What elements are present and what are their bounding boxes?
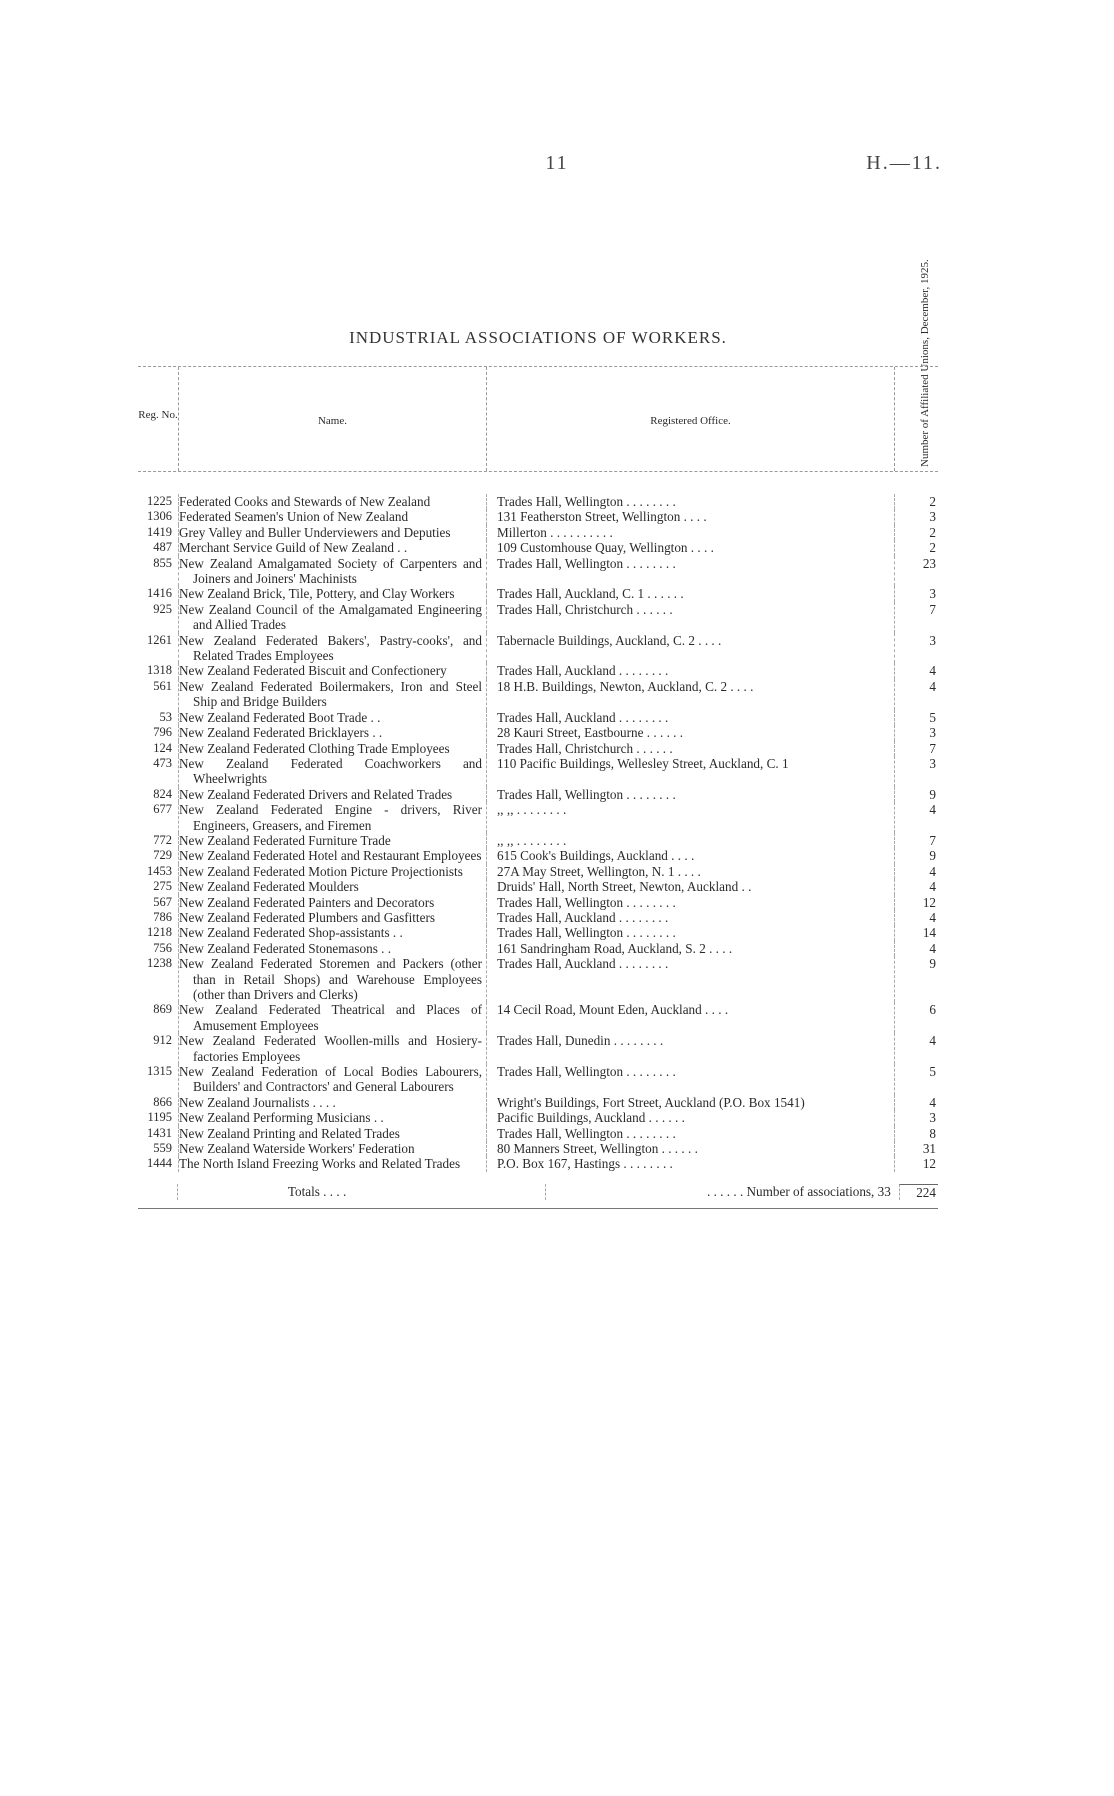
reg-no-cell: 124 — [153, 740, 172, 755]
office-cell: Trades Hall, Wellington . . . . . . . . — [486, 925, 894, 940]
office-cell: 18 H.B. Buildings, Newton, Auckland, C. 2 . . . . — [486, 679, 894, 710]
office-cell: Millerton . . . . . . . . . . — [486, 525, 894, 540]
unions-cell: 5 — [894, 1064, 938, 1095]
office-cell: Tabernacle Buildings, Auckland, C. 2 . . . . — [486, 633, 894, 664]
name-cell: Federated Cooks and Stewards of New Zealand — [178, 494, 486, 509]
reg-no-cell: 772 — [153, 832, 172, 847]
name-cell: New Zealand Waterside Workers' Federation — [178, 1141, 486, 1156]
header-name: Name. — [178, 367, 486, 471]
name-cell: New Zealand Performing Musicians . . — [178, 1110, 486, 1125]
table-row — [138, 1141, 938, 1156]
name-cell: New Zealand Federated Theatrical and Places of Amusement Employees — [178, 1002, 486, 1033]
unions-cell: 3 — [894, 633, 938, 664]
name-cell: New Zealand Brick, Tile, Pottery, and Clay Workers — [178, 586, 486, 601]
unions-cell: 7 — [894, 833, 938, 848]
name-cell: New Zealand Federated Engine - drivers, River Engineers, Greasers, and Firemen — [178, 802, 486, 833]
header-affiliated-unions-label: Number of Affiliated Unions, December, 1925. — [919, 259, 931, 467]
reg-no-cell: 275 — [153, 879, 172, 894]
unions-cell: 12 — [894, 1156, 938, 1171]
office-cell: Trades Hall, Auckland . . . . . . . . — [486, 710, 894, 725]
unions-cell: 4 — [894, 679, 938, 710]
name-cell: New Zealand Journalists . . . . — [178, 1095, 486, 1110]
unions-cell: 5 — [894, 710, 938, 725]
unions-cell: 3 — [894, 1110, 938, 1125]
unions-cell: 31 — [894, 1141, 938, 1156]
reg-no-cell: 53 — [159, 709, 172, 724]
office-cell: Trades Hall, Wellington . . . . . . . . — [486, 787, 894, 802]
table-row — [138, 710, 938, 725]
office-cell: Trades Hall, Wellington . . . . . . . . — [486, 494, 894, 509]
table-row — [138, 756, 938, 787]
table-row — [138, 910, 938, 925]
office-cell: 615 Cook's Buildings, Auckland . . . . — [486, 848, 894, 863]
reg-no-cell: 912 — [153, 1033, 172, 1048]
reg-no-cell: 1195 — [147, 1110, 172, 1125]
name-cell: New Zealand Federated Boilermakers, Iron and Steel Ship and Bridge Builders — [178, 679, 486, 710]
table-row — [138, 679, 938, 710]
table-row — [138, 663, 938, 678]
name-cell: New Zealand Federated Plumbers and Gasfitters — [178, 910, 486, 925]
unions-cell: 9 — [894, 956, 938, 1002]
office-cell: 14 Cecil Road, Mount Eden, Auckland . . . . — [486, 1002, 894, 1033]
name-cell: New Zealand Federation of Local Bodies Labourers, Builders' and Contractors' and General Labourers — [178, 1064, 486, 1095]
office-cell: 27A May Street, Wellington, N. 1 . . . . — [486, 864, 894, 879]
unions-cell: 14 — [894, 925, 938, 940]
name-cell: New Zealand Federated Drivers and Related Trades — [178, 787, 486, 802]
table-row — [138, 1126, 938, 1141]
name-cell: New Zealand Federated Shop-assistants . . — [178, 925, 486, 940]
table-row — [138, 525, 938, 540]
table-row — [138, 941, 938, 956]
unions-cell: 8 — [894, 1126, 938, 1141]
table-row — [138, 1156, 938, 1171]
table-row — [138, 494, 938, 509]
office-cell: Wright's Buildings, Fort Street, Auckland (P.O. Box 1541) — [486, 1095, 894, 1110]
unions-cell: 4 — [894, 879, 938, 894]
office-cell: Trades Hall, Wellington . . . . . . . . — [486, 556, 894, 587]
table-row — [138, 1033, 938, 1064]
office-cell: Trades Hall, Christchurch . . . . . . — [486, 741, 894, 756]
office-cell: 131 Featherston Street, Wellington . . . . — [486, 509, 894, 524]
name-cell: New Zealand Federated Motion Picture Projectionists — [178, 864, 486, 879]
unions-cell: 4 — [894, 864, 938, 879]
reg-no-cell: 756 — [153, 940, 172, 955]
reg-no-cell: 824 — [153, 786, 172, 801]
reg-no-cell: 1306 — [147, 509, 172, 524]
header-affiliated-unions — [894, 259, 938, 471]
name-cell: New Zealand Federated Stonemasons . . — [178, 941, 486, 956]
unions-cell: 9 — [894, 787, 938, 802]
reg-no-cell: 1453 — [147, 863, 172, 878]
unions-cell: 6 — [894, 1002, 938, 1033]
table-row — [138, 633, 938, 664]
name-cell: New Zealand Federated Bakers', Pastry-cooks', and Related Trades Employees — [178, 633, 486, 664]
reg-no-cell: 1416 — [147, 586, 172, 601]
name-cell: New Zealand Federated Furniture Trade — [178, 833, 486, 848]
unions-cell: 23 — [894, 556, 938, 587]
unions-cell: 12 — [894, 895, 938, 910]
reg-no-cell: 729 — [153, 848, 172, 863]
header-registered-office: Registered Office. — [486, 367, 894, 471]
table-row — [138, 864, 938, 879]
totals-reg — [138, 1184, 177, 1200]
unions-cell: 3 — [894, 725, 938, 740]
page-number: 11 — [545, 152, 569, 174]
office-cell: Trades Hall, Auckland . . . . . . . . — [486, 956, 894, 1002]
reg-no-cell: 1444 — [147, 1156, 172, 1171]
table-row — [138, 925, 938, 940]
name-cell: New Zealand Council of the Amalgamated Engineering and Allied Trades — [178, 602, 486, 633]
totals-row — [138, 1178, 938, 1208]
table-row — [138, 879, 938, 894]
reg-no-cell: 1261 — [147, 632, 172, 647]
office-cell: 80 Manners Street, Wellington . . . . . . — [486, 1141, 894, 1156]
totals-label: Totals . . . . — [177, 1184, 545, 1200]
unions-cell: 2 — [894, 525, 938, 540]
table-row — [138, 556, 938, 587]
name-cell: New Zealand Printing and Related Trades — [178, 1126, 486, 1141]
unions-cell: 3 — [894, 509, 938, 524]
reg-no-cell: 925 — [153, 601, 172, 616]
unions-cell: 3 — [894, 756, 938, 787]
unions-cell: 9 — [894, 848, 938, 863]
reg-no-cell: 1419 — [147, 524, 172, 539]
unions-cell: 4 — [894, 910, 938, 925]
office-cell: Trades Hall, Auckland . . . . . . . . — [486, 910, 894, 925]
office-cell: Trades Hall, Christchurch . . . . . . — [486, 602, 894, 633]
table-row — [138, 1064, 938, 1095]
table-row — [138, 602, 938, 633]
office-cell: Trades Hall, Auckland . . . . . . . . — [486, 663, 894, 678]
table-row — [138, 802, 938, 833]
reg-no-cell: 786 — [153, 909, 172, 924]
unions-cell: 7 — [894, 741, 938, 756]
unions-cell: 2 — [894, 540, 938, 555]
name-cell: New Zealand Federated Biscuit and Confectionery — [178, 663, 486, 678]
name-cell: Federated Seamen's Union of New Zealand — [178, 509, 486, 524]
unions-cell: 2 — [894, 494, 938, 509]
office-cell: Trades Hall, Wellington . . . . . . . . — [486, 1126, 894, 1141]
office-cell: Trades Hall, Wellington . . . . . . . . — [486, 1064, 894, 1095]
unions-cell: 4 — [894, 1033, 938, 1064]
name-cell: New Zealand Federated Moulders — [178, 879, 486, 894]
office-cell: Pacific Buildings, Auckland . . . . . . — [486, 1110, 894, 1125]
reg-no-cell: 1238 — [147, 956, 172, 971]
reg-no-cell: 796 — [153, 725, 172, 740]
name-cell: New Zealand Federated Clothing Trade Employees — [178, 741, 486, 756]
table-row — [138, 509, 938, 524]
name-cell: Merchant Service Guild of New Zealand . . — [178, 540, 486, 555]
reg-no-cell: 866 — [153, 1094, 172, 1109]
reg-no-cell: 473 — [153, 755, 172, 770]
totals-associations: . . . . . . Number of associations, 33 — [545, 1184, 899, 1200]
table-row — [138, 956, 938, 1002]
name-cell: New Zealand Federated Painters and Decorators — [178, 895, 486, 910]
table-row — [138, 895, 938, 910]
unions-cell: 4 — [894, 663, 938, 678]
office-cell: 28 Kauri Street, Eastbourne . . . . . . — [486, 725, 894, 740]
unions-cell: 4 — [894, 941, 938, 956]
table-row — [138, 1095, 938, 1110]
office-cell: Druids' Hall, North Street, Newton, Auckland . . — [486, 879, 894, 894]
table-row — [138, 848, 938, 863]
table-body — [138, 472, 938, 1172]
table-row — [138, 725, 938, 740]
table-row — [138, 540, 938, 555]
name-cell: Grey Valley and Buller Underviewers and Deputies — [178, 525, 486, 540]
table-row — [138, 787, 938, 802]
unions-cell: 4 — [894, 1095, 938, 1110]
office-cell: P.O. Box 167, Hastings . . . . . . . . — [486, 1156, 894, 1171]
unions-cell: 7 — [894, 602, 938, 633]
name-cell: New Zealand Amalgamated Society of Carpenters and Joiners and Joiners' Machinists — [178, 556, 486, 587]
office-cell: 110 Pacific Buildings, Wellesley Street, Auckland, C. 1 — [486, 756, 894, 787]
header-reg-no: Reg. No. — [138, 409, 178, 421]
office-cell: ,, ,, . . . . . . . . — [486, 802, 894, 833]
table-row — [138, 741, 938, 756]
reg-no-cell: 677 — [153, 802, 172, 817]
name-cell: New Zealand Federated Hotel and Restaurant Employees — [178, 848, 486, 863]
office-cell: Trades Hall, Dunedin . . . . . . . . — [486, 1033, 894, 1064]
page-reference: H.—11. — [866, 152, 942, 174]
name-cell: New Zealand Federated Woollen-mills and Hosiery-factories Employees — [178, 1033, 486, 1064]
table-row — [138, 1002, 938, 1033]
name-cell: New Zealand Federated Storemen and Packers (other than in Retail Shops) and Warehouse Employees (other than Drivers and Clerks) — [178, 956, 486, 1002]
name-cell: New Zealand Federated Boot Trade . . — [178, 710, 486, 725]
reg-no-cell: 855 — [153, 555, 172, 570]
table-bottom-rule — [138, 1208, 938, 1209]
office-cell: 109 Customhouse Quay, Wellington . . . . — [486, 540, 894, 555]
name-cell: New Zealand Federated Coachworkers and Wheelwrights — [178, 756, 486, 787]
reg-no-cell: 1431 — [147, 1125, 172, 1140]
table-row — [138, 586, 938, 601]
reg-no-cell: 1318 — [147, 663, 172, 678]
office-cell: ,, ,, . . . . . . . . — [486, 833, 894, 848]
reg-no-cell: 559 — [153, 1141, 172, 1156]
name-cell: The North Island Freezing Works and Related Trades — [178, 1156, 486, 1171]
totals-unions: 224 — [899, 1184, 938, 1200]
office-cell: Trades Hall, Auckland, C. 1 . . . . . . — [486, 586, 894, 601]
reg-no-cell: 567 — [153, 894, 172, 909]
reg-no-cell: 869 — [153, 1002, 172, 1017]
unions-cell: 3 — [894, 586, 938, 601]
reg-no-cell: 1225 — [147, 494, 172, 508]
office-cell: Trades Hall, Wellington . . . . . . . . — [486, 895, 894, 910]
reg-no-cell: 561 — [153, 678, 172, 693]
reg-no-cell: 1315 — [147, 1064, 172, 1079]
reg-no-cell: 1218 — [147, 925, 172, 940]
table-row — [138, 1110, 938, 1125]
unions-cell: 4 — [894, 802, 938, 833]
reg-no-cell: 487 — [153, 540, 172, 555]
table-row — [138, 833, 938, 848]
name-cell: New Zealand Federated Bricklayers . . — [178, 725, 486, 740]
document-title: INDUSTRIAL ASSOCIATIONS OF WORKERS. — [349, 328, 727, 347]
office-cell: 161 Sandringham Road, Auckland, S. 2 . . . . — [486, 941, 894, 956]
